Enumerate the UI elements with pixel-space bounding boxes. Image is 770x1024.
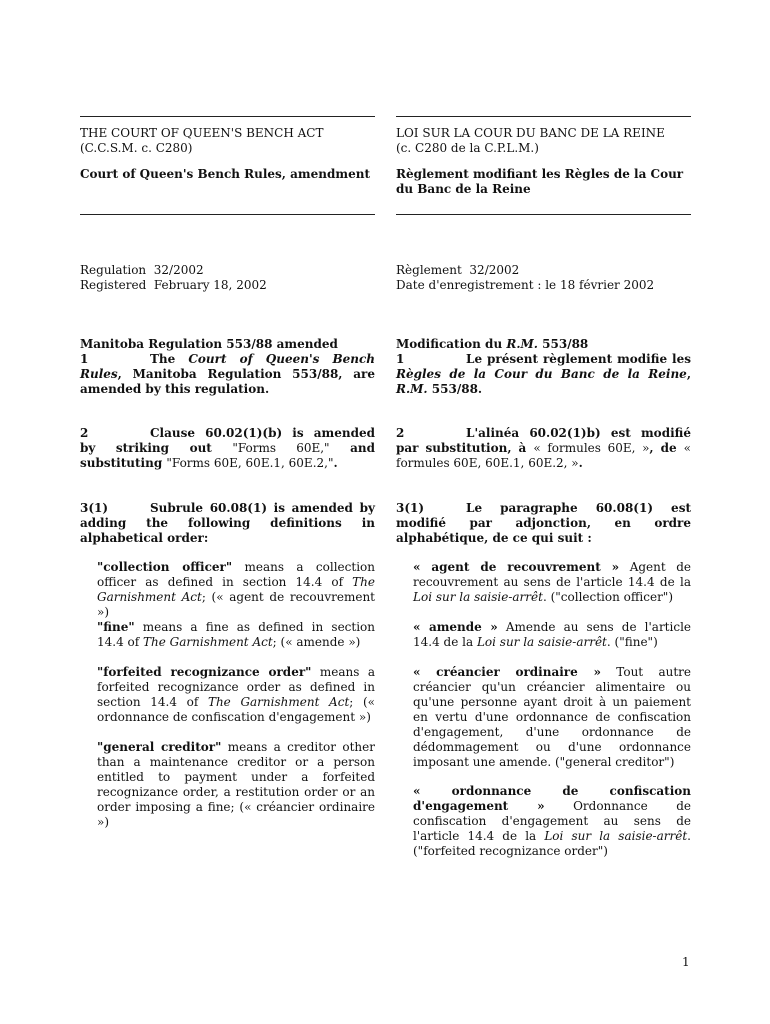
regulation-title: Court of Queen's Bench Rules, amendment — [80, 167, 370, 181]
section-1-heading-fr: Modification du R.M. 553/88 — [396, 337, 589, 351]
section-1-number: 1 — [80, 352, 89, 366]
definition-creancier-ordinaire: « créancier ordinaire » Tout autre créancier qu'un créancier alimentaire ou qu'une personne ayant droit à un paiement en vertu d'une ordonnance de confiscation d'engagement, d'une ordonnance de dédommagement ou d'une ordonnance imposant une amende. ("general creditor") — [413, 665, 691, 769]
definition-agent-de-recouvrement: « agent de recouvrement » Agent de recouvrement au sens de l'article 14.4 de la Loi sur la saisie-arrêt. ("collection officer") — [413, 560, 692, 604]
section-1-heading: Manitoba Regulation 553/88 amended — [80, 337, 338, 351]
definition-forfeited-recognizance-order: "forfeited recognizance order" means a forfeited recognizance order as defined in section 14.4 of The Garnishment Act; (« ordonnance de confiscation d'engagement ») — [97, 665, 376, 724]
regulation-number-fr: Règlement 32/2002 — [396, 263, 520, 277]
act-citation: (C.C.S.M. c. C280) — [80, 141, 193, 155]
registration-right — [396, 263, 691, 293]
act-name: THE COURT OF QUEEN'S BENCH ACT — [80, 126, 324, 140]
section-1-text-end: , Manitoba Regulation 553/88, are amended by this regulation. — [80, 367, 375, 396]
section-1-number-fr: 1 — [396, 352, 405, 366]
definition-fine: "fine" means a fine as defined in section 14.4 of The Garnishment Act; (« amende ») — [97, 620, 375, 649]
top-rule-right — [396, 116, 691, 117]
registered-date-fr: Date d'enregistrement : le 18 février 2002 — [396, 278, 655, 292]
section-2-number: 2 — [80, 426, 89, 440]
header-right — [396, 126, 691, 197]
definition-collection-officer: "collection officer" means a collection officer as defined in section 14.4 of The Garnishment Act; (« agent de recouvrement ») — [97, 560, 375, 619]
section-2-left: 2 Clause 60.02(1)(b) is amended by striking out "Forms 60E," and substituting "Forms 60E, 60E.1, 60E.2,". — [80, 426, 375, 470]
definition-general-creditor: "general creditor" means a creditor other than a maintenance creditor or a person entitled to payment under a forfeited recognizance order, a restitution order or an order imposing a fine; (« créancier ordinaire ») — [97, 740, 375, 829]
regulation-number: Regulation 32/2002 — [80, 263, 204, 277]
regulation-title-fr: Règlement modifiant les Règles de la Cour du Banc de la Reine — [396, 167, 684, 196]
section-3-number: 3(1) — [80, 501, 109, 515]
header-rule-right — [396, 214, 691, 215]
act-name-fr: LOI SUR LA COUR DU BANC DE LA REINE — [396, 126, 665, 140]
registration-left — [80, 263, 375, 293]
page-number: 1 — [682, 955, 690, 969]
definition-amende: « amende » Amende au sens de l'article 14.4 de la Loi sur la saisie-arrêt. ("fine") — [413, 620, 692, 649]
definition-ordonnance-de-confiscation: « ordonnance de confiscation d'engagement » Ordonnance de confiscation d'engagement au sens de l'article 14.4 de la Loi sur la saisie-arrêt. ("forfeited recognizance order") — [413, 784, 691, 858]
section-2-right: 2 L'alinéa 60.02(1)b) est modifié par substitution, à « formules 60E, », de « formules 60E, 60E.1, 60E.2, ». — [396, 426, 691, 470]
section-1-text: The — [150, 352, 189, 366]
section-1-right: Modification du R.M. 553/88 1 Le présent règlement modifie les Règles de la Cour du Banc de la Reine, R.M. 553/88. — [396, 337, 691, 396]
registered-date: Registered February 18, 2002 — [80, 278, 267, 292]
section-3-left: 3(1) Subrule 60.08(1) is amended by adding the following definitions in alphabetical order: — [80, 501, 375, 545]
section-1-left — [80, 337, 375, 397]
top-rule-left — [80, 116, 375, 117]
section-1-italic: Court of Queen's Bench Rules — [80, 352, 375, 381]
header-rule-left — [80, 214, 375, 215]
act-citation-fr: (c. C280 de la C.P.L.M.) — [396, 141, 539, 155]
section-3-right: 3(1) Le paragraphe 60.08(1) est modifié par adjonction, en ordre alphabétique, de ce qui suit : — [396, 501, 691, 545]
section-2-number-fr: 2 — [396, 426, 405, 440]
header-left — [80, 126, 375, 182]
section-3-number-fr: 3(1) — [396, 501, 425, 515]
